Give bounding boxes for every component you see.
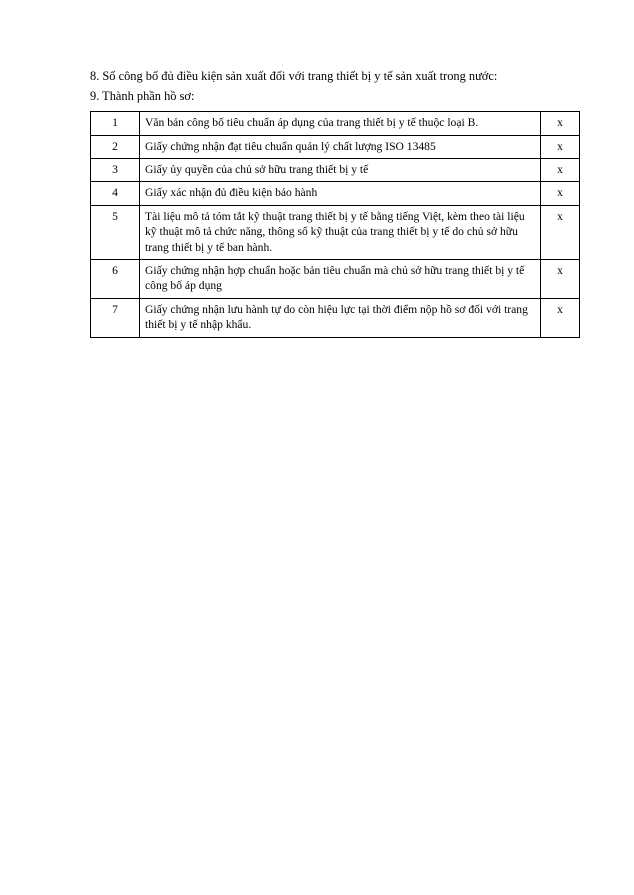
row-number: 6 xyxy=(91,260,140,299)
table-row xyxy=(91,298,580,337)
table-row xyxy=(91,205,580,259)
table-row xyxy=(91,112,580,135)
row-mark: x xyxy=(541,159,580,182)
row-mark: x xyxy=(541,182,580,205)
table-body xyxy=(91,112,580,337)
row-number: 4 xyxy=(91,182,140,205)
table-row xyxy=(91,182,580,205)
row-number: 3 xyxy=(91,159,140,182)
row-description: Tài liệu mô tả tóm tắt kỹ thuật trang thiết bị y tế bằng tiếng Việt, kèm theo tài liệu kỹ thuật mô tả chức năng, thông số kỹ thuật của trang thiết bị y tế do chủ sở hữu trang thiết bị y tế ban hành. xyxy=(140,205,541,259)
row-mark: x xyxy=(541,112,580,135)
section-9-heading: 9. Thành phần hồ sơ: xyxy=(90,88,195,103)
table-row xyxy=(91,260,580,299)
row-number: 5 xyxy=(91,205,140,259)
row-description: Giấy chứng nhận hợp chuẩn hoặc bản tiêu chuẩn mà chủ sở hữu trang thiết bị y tế công bố áp dụng xyxy=(140,260,541,299)
row-mark: x xyxy=(541,298,580,337)
row-description: Giấy ủy quyền của chủ sở hữu trang thiết bị y tế xyxy=(140,159,541,182)
table-row xyxy=(91,135,580,158)
row-number: 1 xyxy=(91,112,140,135)
row-number: 2 xyxy=(91,135,140,158)
dossier-components-table xyxy=(90,111,580,337)
row-description: Giấy chứng nhận lưu hành tự do còn hiệu lực tại thời điểm nộp hồ sơ đối với trang thiết bị y tế nhập khẩu. xyxy=(140,298,541,337)
table-row xyxy=(91,159,580,182)
row-mark: x xyxy=(541,205,580,259)
row-description: Giấy xác nhận đủ điều kiện bảo hành xyxy=(140,182,541,205)
row-number: 7 xyxy=(91,298,140,337)
section-8-heading: 8. Số công bố đủ điều kiện sản xuất đối với trang thiết bị y tế sản xuất trong nước: xyxy=(90,69,498,83)
row-description: Văn bản công bố tiêu chuẩn áp dụng của trang thiết bị y tế thuộc loại B. xyxy=(140,112,541,135)
row-mark: x xyxy=(541,260,580,299)
row-mark: x xyxy=(541,135,580,158)
row-description: Giấy chứng nhận đạt tiêu chuẩn quản lý chất lượng ISO 13485 xyxy=(140,135,541,158)
